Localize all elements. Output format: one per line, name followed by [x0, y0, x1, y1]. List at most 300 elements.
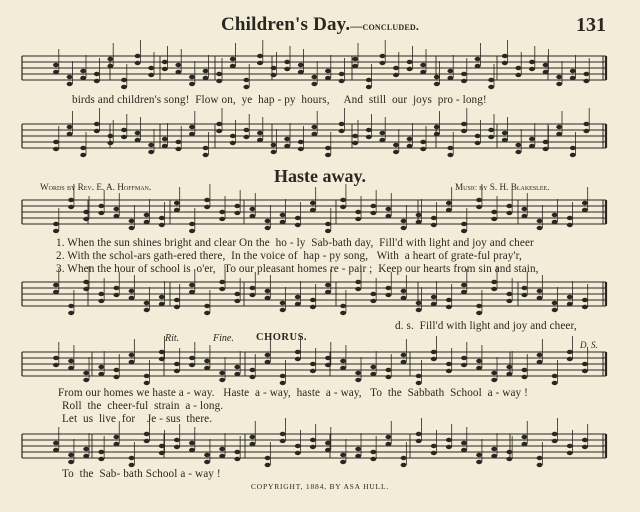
note-head [434, 125, 440, 129]
note-head [325, 229, 331, 233]
note-head [537, 296, 543, 300]
note-head [521, 435, 527, 439]
note-head [476, 205, 482, 209]
note-head [537, 289, 543, 293]
note-head [144, 308, 150, 312]
note-head [366, 85, 372, 89]
note-head [420, 147, 426, 151]
note-head [370, 365, 376, 369]
note-head [401, 456, 407, 460]
note-head [230, 57, 236, 61]
note-head [68, 366, 74, 370]
note-head [582, 208, 588, 212]
note-head [401, 289, 407, 293]
note-head [502, 131, 508, 135]
note-head [416, 439, 422, 443]
note-head [366, 78, 372, 82]
note-head [234, 299, 240, 303]
note-head [295, 451, 301, 455]
note-head [416, 381, 422, 385]
note-head [113, 435, 119, 439]
note-head [189, 229, 195, 233]
note-head [401, 360, 407, 364]
note-head [491, 447, 497, 451]
note-head [461, 363, 467, 367]
note-head [298, 147, 304, 151]
note-head [265, 219, 271, 223]
note-head [68, 311, 74, 315]
note-head [174, 438, 180, 442]
note-head [325, 76, 331, 80]
note-head [310, 369, 316, 373]
note-head [129, 296, 135, 300]
note-head [491, 217, 497, 221]
note-head [204, 304, 210, 308]
note-head [385, 207, 391, 211]
chorus-line-2: Roll the cheer-ful strain a - long. [62, 400, 224, 412]
note-head [203, 69, 209, 73]
note-head [83, 371, 89, 375]
note-head [567, 302, 573, 306]
note-head [476, 198, 482, 202]
note-head [265, 289, 271, 293]
note-head [325, 69, 331, 73]
note-head [295, 295, 301, 299]
note-head [567, 451, 573, 455]
music-credit: Music by S. H. Blakeslee. [455, 182, 550, 192]
note-head [582, 362, 588, 366]
note-head [582, 445, 588, 449]
note-head [148, 150, 154, 154]
note-head [298, 70, 304, 74]
note-head [243, 85, 249, 89]
note-head [325, 448, 331, 452]
note-head [98, 204, 104, 208]
note-head [204, 453, 210, 457]
note-head [515, 73, 521, 77]
note-head [506, 299, 512, 303]
note-head [298, 140, 304, 144]
note-head [431, 350, 437, 354]
note-head [401, 296, 407, 300]
note-head [370, 457, 376, 461]
note-head [203, 76, 209, 80]
note-head [543, 140, 549, 144]
note-head [113, 207, 119, 211]
note-head [515, 150, 521, 154]
note-head [476, 311, 482, 315]
note-head [491, 454, 497, 458]
note-head [476, 460, 482, 464]
note-head [189, 363, 195, 367]
note-head [515, 143, 521, 147]
note-head [83, 447, 89, 451]
note-head [230, 134, 236, 138]
note-head [310, 305, 316, 309]
note-head [311, 75, 317, 79]
note-head [431, 444, 437, 448]
note-head [385, 375, 391, 379]
note-head [407, 67, 413, 71]
note-head [189, 441, 195, 445]
note-head [310, 362, 316, 366]
note-head [53, 229, 59, 233]
note-head [370, 292, 376, 296]
note-head [416, 220, 422, 224]
note-head [366, 128, 372, 132]
note-head [416, 374, 422, 378]
note-head [552, 308, 558, 312]
note-head [265, 360, 271, 364]
note-head [249, 286, 255, 290]
note-head [121, 135, 127, 139]
note-head [521, 286, 527, 290]
note-head [129, 226, 135, 230]
note-head [476, 453, 482, 457]
note-head [506, 372, 512, 376]
note-head [230, 141, 236, 145]
note-head [249, 214, 255, 218]
note-head [162, 144, 168, 148]
note-head [175, 140, 181, 144]
note-head [355, 371, 361, 375]
note-head [265, 296, 271, 300]
note-head [506, 457, 512, 461]
note-head [434, 132, 440, 136]
note-head [107, 64, 113, 68]
note-head [339, 122, 345, 126]
note-head [249, 293, 255, 297]
note-head [53, 448, 59, 452]
note-head [352, 134, 358, 138]
note-head [515, 66, 521, 70]
note-head [491, 280, 497, 284]
note-head [249, 442, 255, 446]
note-head [556, 132, 562, 136]
note-head [339, 129, 345, 133]
note-head [416, 432, 422, 436]
note-head [379, 131, 385, 135]
note-head [148, 66, 154, 70]
final-lyric: To the Sab- bath School a - way ! [62, 468, 221, 480]
note-head [476, 366, 482, 370]
note-head [94, 122, 100, 126]
note-head [340, 198, 346, 202]
note-head [204, 460, 210, 464]
note-head [113, 293, 119, 297]
note-head [189, 448, 195, 452]
note-head [174, 369, 180, 373]
note-head [129, 289, 135, 293]
note-head [379, 138, 385, 142]
note-head [280, 381, 286, 385]
note-head [407, 137, 413, 141]
note-head [352, 141, 358, 145]
note-head [446, 208, 452, 212]
note-head [98, 372, 104, 376]
note-head [393, 143, 399, 147]
note-head [567, 357, 573, 361]
note-head [148, 143, 154, 147]
note-head [265, 463, 271, 467]
note-head [243, 128, 249, 132]
note-head [570, 76, 576, 80]
note-head [94, 72, 100, 76]
note-head [552, 374, 558, 378]
note-head [174, 362, 180, 366]
note-head [135, 138, 141, 142]
note-head [446, 201, 452, 205]
note-head [552, 220, 558, 224]
note-head [159, 216, 165, 220]
note-head [129, 353, 135, 357]
note-head [189, 290, 195, 294]
note-head [83, 217, 89, 221]
note-head [295, 357, 301, 361]
note-head [446, 305, 452, 309]
note-head [249, 207, 255, 211]
note-head [174, 201, 180, 205]
note-head [162, 60, 168, 64]
note-head [175, 147, 181, 151]
note-head [98, 457, 104, 461]
note-head [107, 57, 113, 61]
note-head [340, 205, 346, 209]
note-head [556, 75, 562, 79]
note-head [113, 368, 119, 372]
note-head [295, 302, 301, 306]
note-head [488, 128, 494, 132]
hymn-title: Haste away. [274, 166, 366, 186]
note-head [310, 445, 316, 449]
note-head [189, 125, 195, 129]
note-head [280, 439, 286, 443]
note-head [431, 295, 437, 299]
note-head [249, 368, 255, 372]
note-head [83, 210, 89, 214]
note-head [401, 353, 407, 357]
note-head [446, 369, 452, 373]
note-head [284, 60, 290, 64]
note-head [271, 66, 277, 70]
note-head [113, 214, 119, 218]
note-head [162, 67, 168, 71]
rit-mark: Rit. [165, 333, 180, 344]
note-head [129, 463, 135, 467]
note-head [583, 122, 589, 126]
note-head [257, 61, 263, 65]
note-head [249, 435, 255, 439]
note-head [355, 447, 361, 451]
note-head [567, 295, 573, 299]
note-head [53, 70, 59, 74]
note-head [144, 301, 150, 305]
note-head [537, 353, 543, 357]
note-head [582, 369, 588, 373]
note-head [506, 365, 512, 369]
note-head [219, 447, 225, 451]
note-head [189, 283, 195, 287]
note-head [135, 61, 141, 65]
note-head [243, 135, 249, 139]
note-head [148, 73, 154, 77]
note-head [556, 125, 562, 129]
note-head [174, 445, 180, 449]
note-head [366, 135, 372, 139]
note-head [521, 293, 527, 297]
note-head [189, 356, 195, 360]
note-head [385, 286, 391, 290]
note-head [265, 353, 271, 357]
note-head [385, 293, 391, 297]
note-head [393, 66, 399, 70]
note-head [271, 143, 277, 147]
copyright: COPYRIGHT, 1884, BY ASA HULL. [251, 482, 389, 491]
note-head [416, 308, 422, 312]
note-head [234, 292, 240, 296]
note-head [521, 368, 527, 372]
note-head [121, 128, 127, 132]
note-head [434, 75, 440, 79]
words-credit: Words by Rev. E. A. Hoffman. [40, 182, 152, 192]
note-head [491, 378, 497, 382]
note-head [174, 305, 180, 309]
note-head [219, 287, 225, 291]
note-head [355, 280, 361, 284]
note-head [461, 441, 467, 445]
note-head [461, 122, 467, 126]
note-head [461, 222, 467, 226]
note-head [447, 69, 453, 73]
note-head [537, 456, 543, 460]
note-head [113, 286, 119, 290]
note-head [325, 222, 331, 226]
note-head [556, 82, 562, 86]
note-head [53, 290, 59, 294]
note-head [203, 153, 209, 157]
note-head [189, 132, 195, 136]
note-head [431, 451, 437, 455]
note-head [543, 63, 549, 67]
note-head [475, 57, 481, 61]
note-head [216, 122, 222, 126]
note-head [582, 298, 588, 302]
note-head [219, 217, 225, 221]
note-head [83, 378, 89, 382]
note-head [219, 454, 225, 458]
note-head [53, 283, 59, 287]
verse-3: 3. When the hour of school is o'er, To our pleasant homes re - pair ; Keep our hearts from sin and stain, [56, 263, 539, 275]
note-head [420, 70, 426, 74]
note-head [461, 72, 467, 76]
note-head [67, 82, 73, 86]
note-head [144, 213, 150, 217]
note-head [379, 54, 385, 58]
note-head [68, 359, 74, 363]
note-head [121, 78, 127, 82]
note-head [355, 454, 361, 458]
note-head [98, 299, 104, 303]
note-head [271, 73, 277, 77]
note-head [537, 219, 543, 223]
note-head [521, 375, 527, 379]
note-head [491, 210, 497, 214]
note-head [80, 153, 86, 157]
note-head [53, 441, 59, 445]
note-head [310, 438, 316, 442]
note-head [53, 356, 59, 360]
note-head [401, 219, 407, 223]
note-head [570, 146, 576, 150]
note-head [506, 211, 512, 215]
note-head [325, 363, 331, 367]
note-head [446, 438, 452, 442]
note-head [355, 217, 361, 221]
note-head [121, 85, 127, 89]
note-head [53, 63, 59, 67]
note-head [53, 363, 59, 367]
note-head [339, 72, 345, 76]
note-head [234, 457, 240, 461]
note-head [83, 454, 89, 458]
note-head [339, 79, 345, 83]
note-head [113, 375, 119, 379]
chorus-label: CHORUS. [256, 332, 308, 343]
verse-1: 1. When the sun shines bright and clear On the ho - ly Sab-bath day, Fill'd with light and joy and cheer [56, 237, 534, 249]
note-head [68, 453, 74, 457]
note-head [83, 287, 89, 291]
note-head [295, 223, 301, 227]
note-head [582, 438, 588, 442]
note-head [491, 371, 497, 375]
note-head [355, 287, 361, 291]
note-head [159, 444, 165, 448]
note-head [385, 368, 391, 372]
note-head [311, 82, 317, 86]
note-head [385, 435, 391, 439]
note-head [107, 141, 113, 145]
note-head [340, 359, 346, 363]
note-head [280, 308, 286, 312]
note-head [67, 132, 73, 136]
note-head [583, 79, 589, 83]
note-head [355, 378, 361, 382]
note-head [475, 141, 481, 145]
note-head [219, 378, 225, 382]
note-head [325, 441, 331, 445]
note-head [543, 147, 549, 151]
note-head [340, 311, 346, 315]
note-head [521, 442, 527, 446]
note-head [420, 140, 426, 144]
note-head [583, 129, 589, 133]
note-head [162, 137, 168, 141]
note-head [280, 220, 286, 224]
song-subtitle: —concluded. [350, 19, 420, 33]
note-head [175, 63, 181, 67]
note-head [284, 144, 290, 148]
note-head [537, 463, 543, 467]
note-head [280, 213, 286, 217]
note-head [370, 299, 376, 303]
note-head [446, 362, 452, 366]
note-head [144, 220, 150, 224]
note-head [265, 456, 271, 460]
note-head [98, 292, 104, 296]
note-head [552, 301, 558, 305]
note-head [257, 54, 263, 58]
chorus-line-1: From our homes we haste a - way. Haste a - way, haste a - way, To the Sabbath School a - way ! [58, 387, 528, 399]
